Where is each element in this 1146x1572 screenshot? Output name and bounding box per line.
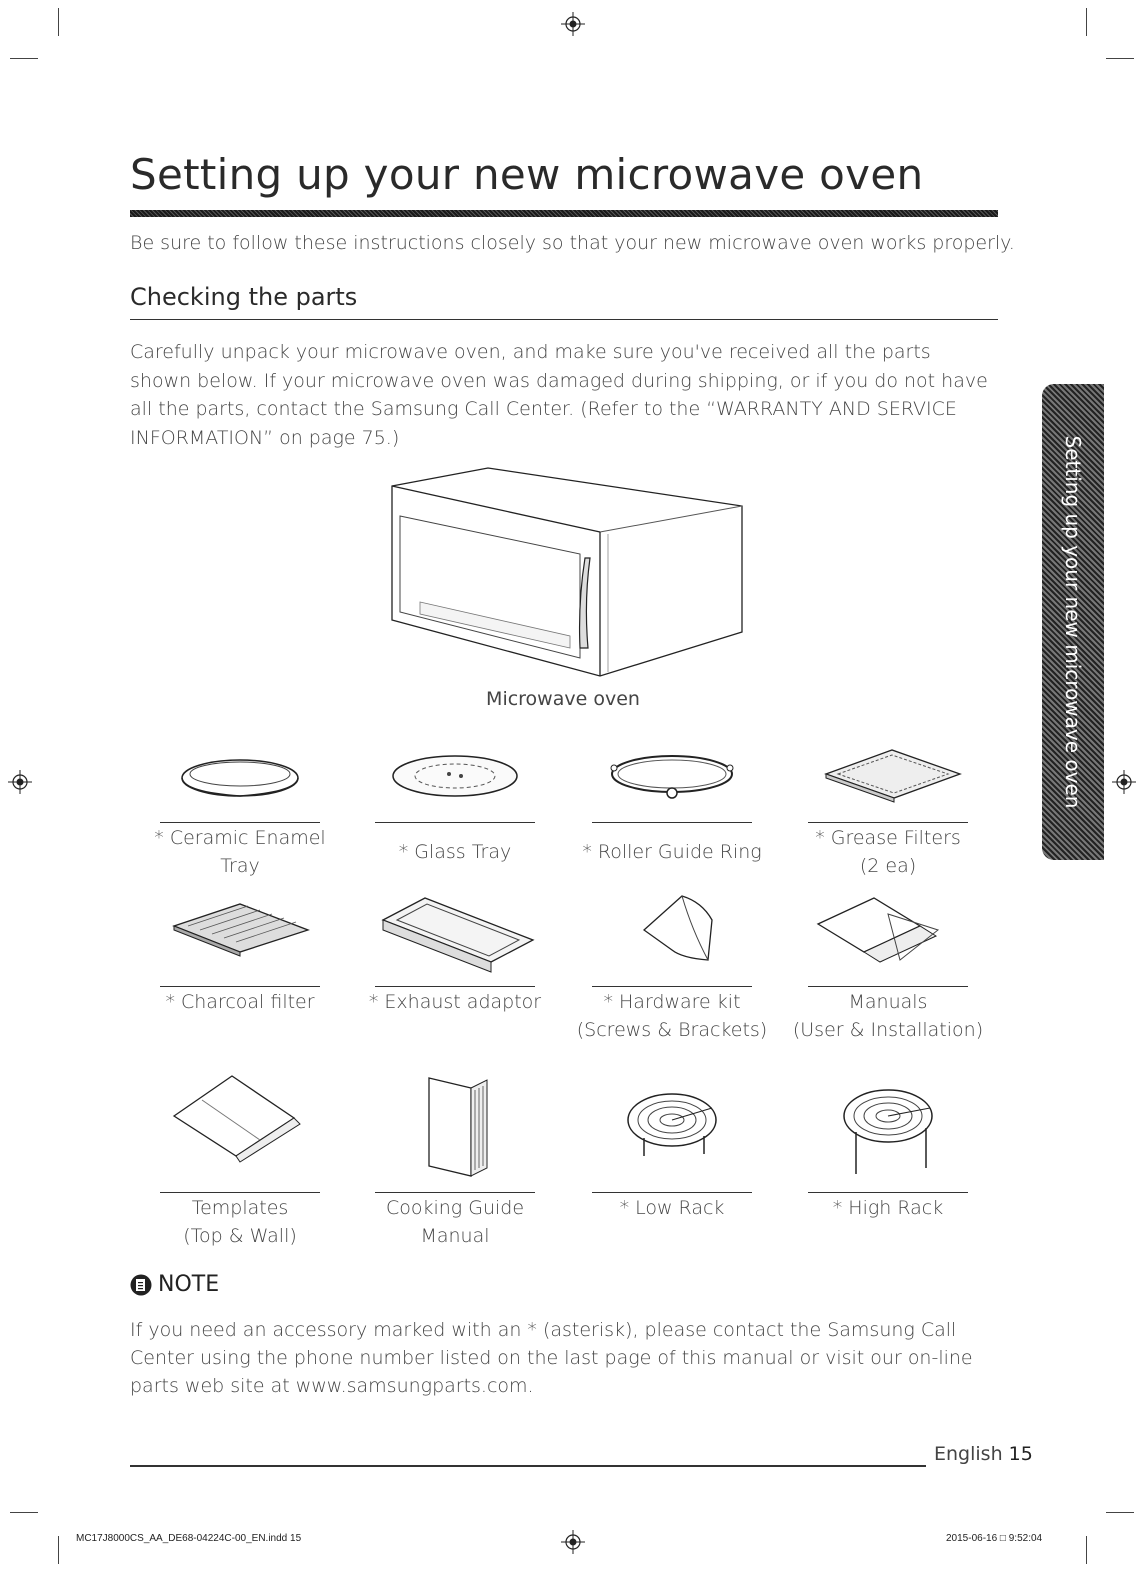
part-label — [345, 988, 565, 1016]
part-label-line2: Tray — [220, 855, 260, 877]
crop-mark — [1106, 1512, 1134, 1513]
registration-mark-icon — [561, 1530, 585, 1554]
part-label — [345, 838, 565, 866]
grease-filter-icon — [788, 740, 988, 830]
registration-mark-icon — [8, 770, 32, 794]
part-label-line1: * High Rack — [832, 1197, 944, 1219]
part-item — [140, 1070, 340, 1270]
part-item — [572, 1070, 772, 1270]
part-rule — [160, 822, 320, 823]
note-icon — [130, 1274, 152, 1296]
registration-mark-icon — [561, 12, 585, 36]
crop-mark — [1086, 8, 1087, 36]
part-label-line1: * Grease Filters — [815, 827, 961, 849]
part-rule — [375, 822, 535, 823]
part-label-line1: * Hardware kit — [603, 991, 741, 1013]
templates-icon — [140, 1070, 340, 1190]
part-label-line2: (2 ea) — [859, 855, 917, 877]
part-rule — [808, 1192, 968, 1193]
charcoal-filter-icon — [140, 890, 340, 980]
part-label — [562, 988, 782, 1044]
slug-left: MC17J8000CS_AA_DE68-04224C-00_EN.indd 15 — [76, 1533, 302, 1544]
part-label-line1: * Exhaust adaptor — [368, 991, 542, 1013]
part-rule — [592, 822, 752, 823]
low-rack-icon — [572, 1070, 772, 1190]
part-item — [788, 890, 988, 1090]
part-label — [562, 1194, 782, 1222]
part-label-line1: Cooking Guide — [385, 1197, 525, 1219]
part-item — [355, 890, 555, 1090]
slug-right: 2015-06-16 □ 9:52:04 — [946, 1533, 1043, 1544]
part-label-line2: (Top & Wall) — [183, 1225, 297, 1247]
microwave-oven-illustration — [380, 462, 750, 686]
part-rule — [808, 986, 968, 987]
footer-rule — [130, 1465, 926, 1467]
part-rule — [375, 1192, 535, 1193]
section-rule — [130, 319, 998, 320]
crop-mark — [10, 58, 38, 59]
part-rule — [160, 986, 320, 987]
title-rule — [130, 210, 998, 217]
note-label: NOTE — [158, 1272, 220, 1297]
part-label — [345, 1194, 565, 1250]
exhaust-adaptor-icon — [355, 890, 555, 980]
section-heading: Checking the parts — [130, 283, 358, 311]
crop-mark — [58, 8, 59, 36]
crop-mark — [1086, 1536, 1087, 1564]
part-item — [572, 890, 772, 1090]
roller-ring-icon — [572, 740, 772, 830]
hardware-kit-icon — [572, 890, 772, 980]
part-label-line2: Manual — [420, 1225, 490, 1247]
glass-tray-icon — [355, 740, 555, 830]
intro-text: Be sure to follow these instructions closely so that your new microwave oven works properly. — [130, 232, 1015, 254]
part-label-line1: * Glass Tray — [398, 841, 512, 863]
part-label-line1: Manuals — [848, 991, 928, 1013]
side-tab-label: Setting up your new microwave oven — [1061, 435, 1085, 809]
cooking-guide-icon — [355, 1070, 555, 1190]
crop-mark — [1106, 58, 1134, 59]
ceramic-tray-icon — [140, 740, 340, 830]
registration-mark-icon — [1112, 770, 1136, 794]
part-rule — [592, 1192, 752, 1193]
part-rule — [592, 986, 752, 987]
crop-mark — [58, 1536, 59, 1564]
part-label-line1: Templates — [191, 1197, 289, 1219]
high-rack-icon — [788, 1070, 988, 1190]
page-number: 15 — [1008, 1443, 1033, 1465]
footer-language: English — [934, 1443, 1003, 1465]
oven-caption: Microwave oven — [486, 688, 640, 710]
page-title: Setting up your new microwave oven — [130, 150, 924, 199]
body-paragraph: Carefully unpack your microwave oven, and make sure you've received all the parts shown below. If your microwave oven was damaged during shipping, or if you do not have all the parts, contact the Samsung Call Center. (Refer to the “WARRANTY AND SERVICE INFORMATION” on page 75.) — [130, 341, 988, 449]
part-item — [788, 1070, 988, 1270]
part-label — [130, 824, 350, 880]
part-label — [130, 988, 350, 1016]
part-label — [778, 988, 998, 1044]
part-item — [355, 1070, 555, 1270]
part-label — [778, 1194, 998, 1222]
part-label — [778, 824, 998, 880]
note-text: If you need an accessory marked with an * (asterisk), please contact the Samsung Call Center using the phone number listed on the last page of this manual or visit our on-line parts web site at www.samsungparts.com. — [130, 1319, 973, 1397]
part-label-line1: * Low Rack — [619, 1197, 725, 1219]
part-rule — [160, 1192, 320, 1193]
page-footer — [934, 1443, 1033, 1465]
part-label — [562, 838, 782, 866]
part-label — [130, 1194, 350, 1250]
part-label-line1: * Ceramic Enamel — [154, 827, 326, 849]
crop-mark — [10, 1512, 38, 1513]
part-item — [140, 890, 340, 1090]
part-rule — [808, 822, 968, 823]
part-label-line1: * Roller Guide Ring — [582, 841, 762, 863]
part-label-line1: * Charcoal filter — [165, 991, 315, 1013]
note-heading — [130, 1272, 219, 1297]
part-label-line2: (User & Installation) — [792, 1019, 984, 1041]
manuals-icon — [788, 890, 988, 980]
part-rule — [375, 986, 535, 987]
part-label-line2: (Screws & Brackets) — [576, 1019, 768, 1041]
